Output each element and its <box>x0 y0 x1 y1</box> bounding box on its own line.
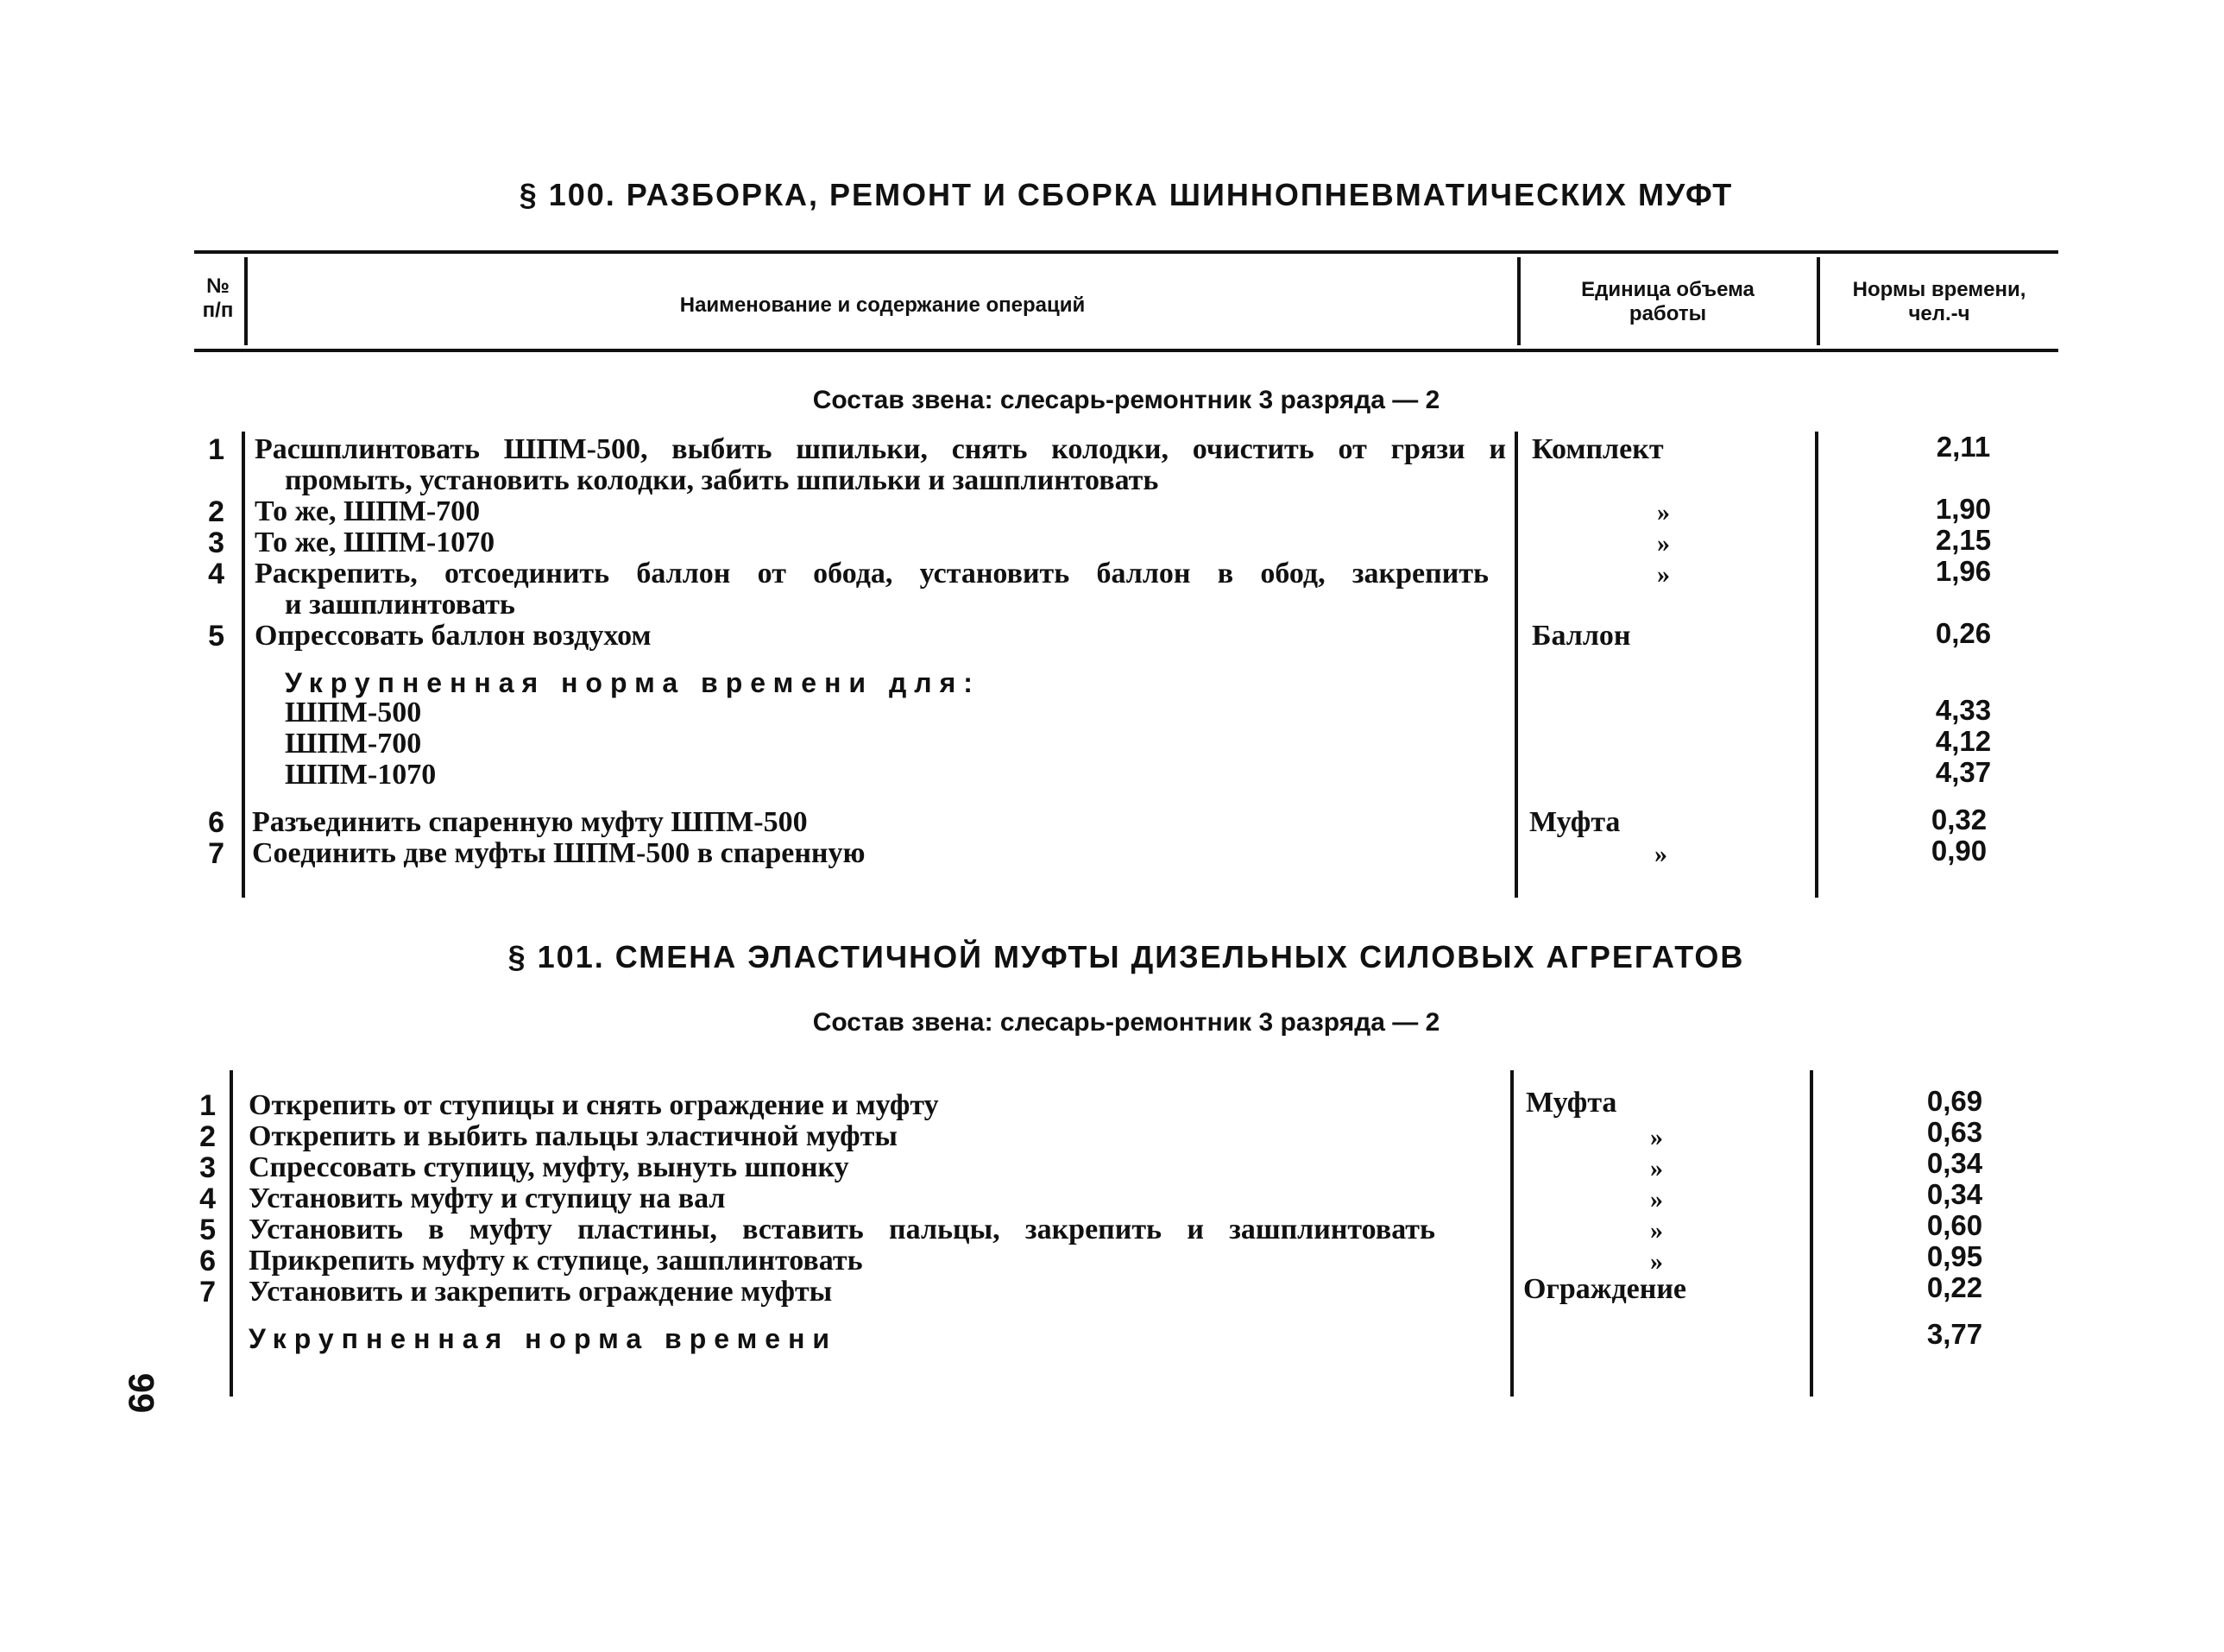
aggregate-label: Укрупненная норма времени для: <box>285 667 980 698</box>
body-divider-1 <box>230 1070 233 1397</box>
ditto-mark: » <box>1657 498 1670 526</box>
ditto-mark: » <box>1650 1247 1663 1276</box>
row-number: 1 <box>208 433 224 466</box>
operation-text: Разъединить спаренную муфту ШПМ-500 <box>252 806 808 838</box>
header-num-line1: № <box>206 274 230 298</box>
operation-text: Раскрепить, отсоединить баллон от обода, установить баллон в обод, закрепить <box>255 558 1489 590</box>
header-norm-line1: Нормы времени, <box>1852 278 2026 301</box>
ditto-mark: » <box>1650 1154 1663 1182</box>
page-number: 99 <box>121 1372 162 1414</box>
header-norm-col <box>1823 278 2056 326</box>
norm-value: 1,90 <box>1935 493 1992 525</box>
operation-text: То же, ШПМ-1070 <box>255 526 495 558</box>
norm-value: 0,32 <box>1931 804 1988 835</box>
row-number: 6 <box>199 1245 216 1277</box>
norm-value: 2,15 <box>1935 524 1992 556</box>
table-top-rule <box>194 250 2058 254</box>
norm-value: 0,63 <box>1926 1116 1983 1148</box>
norm-value: 0,69 <box>1926 1085 1983 1117</box>
header-unit-line2: работы <box>1629 302 1707 325</box>
norm-value: 0,60 <box>1926 1209 1983 1241</box>
row-number: 5 <box>208 620 224 653</box>
operation-text: Открепить и выбить пальцы эластичной муфты <box>249 1120 898 1152</box>
norm-value: 0,34 <box>1926 1178 1983 1210</box>
aggregate-item-name: ШПМ-1070 <box>285 759 437 791</box>
header-name-col: Наименование и содержание операций <box>679 293 1086 317</box>
row-number: 5 <box>199 1214 216 1246</box>
ditto-mark: » <box>1650 1216 1663 1245</box>
aggregate-item-name: ШПМ-500 <box>285 697 422 728</box>
body-divider-3 <box>1810 1070 1813 1397</box>
row-number: 1 <box>199 1089 216 1122</box>
operation-text: Установить муфту и ступицу на вал <box>249 1182 726 1214</box>
aggregate-item-norm: 4,37 <box>1935 756 1992 788</box>
operation-text: Открепить от ступицы и снять ограждение и муфту <box>249 1089 939 1121</box>
norm-value: 1,96 <box>1935 555 1992 587</box>
norm-value: 0,90 <box>1931 835 1988 867</box>
body-divider-3 <box>1815 432 1818 898</box>
header-unit-col <box>1523 278 1812 326</box>
section-101-title: § 101. СМЕНА ЭЛАСТИЧНОЙ МУФТЫ ДИЗЕЛЬНЫХ СИЛОВЫХ АГРЕГАТОВ <box>507 939 1745 974</box>
section-100-title: § 100. РАЗБОРКА, РЕМОНТ И СБОРКА ШИННОПНЕВМАТИЧЕСКИХ МУФТ <box>519 177 1734 212</box>
aggregate-item-norm: 4,12 <box>1935 725 1992 757</box>
row-number: 2 <box>208 495 224 528</box>
operation-text: Установить в муфту пластины, вставить пальцы, закрепить и зашплинтовать <box>249 1214 1435 1245</box>
header-norm-line2: чел.-ч <box>1908 302 1970 325</box>
row-number: 7 <box>199 1276 216 1308</box>
section-100-crew: Состав звена: слесарь-ремонтник 3 разряда — 2 <box>812 386 1440 414</box>
row-number: 2 <box>199 1120 216 1153</box>
norm-value: 0,95 <box>1926 1240 1983 1272</box>
operation-text: Установить и закрепить ограждение муфты <box>249 1276 833 1308</box>
header-num-col <box>194 274 242 323</box>
operation-text: То же, ШПМ-700 <box>255 495 481 527</box>
operation-text: Расшплинтовать ШПМ-500, выбить шпильки, снять колодки, очистить от грязи и <box>255 433 1506 465</box>
unit-value: Комплект <box>1532 433 1664 465</box>
operation-text-cont: и зашплинтовать <box>285 589 515 621</box>
operation-text-cont: промыть, установить колодки, забить шпильки и зашплинтовать <box>285 464 1159 496</box>
row-number: 3 <box>199 1151 216 1184</box>
ditto-mark: » <box>1650 1123 1663 1151</box>
operation-text: Соединить две муфты ШПМ-500 в спаренную <box>252 837 866 869</box>
unit-value: Ограждение <box>1523 1273 1687 1305</box>
unit-value: Муфта <box>1526 1087 1617 1119</box>
ditto-mark: » <box>1654 840 1667 868</box>
row-number: 7 <box>208 837 224 870</box>
ditto-mark: » <box>1657 560 1670 589</box>
operation-text: Прикрепить муфту к ступице, зашплинтовать <box>249 1245 863 1277</box>
header-num-line2: п/п <box>202 299 234 322</box>
row-number: 4 <box>208 558 224 590</box>
norm-value: 0,34 <box>1926 1147 1983 1179</box>
norm-value: 2,11 <box>1936 431 1991 463</box>
operation-text: Спрессовать ступицу, муфту, вынуть шпонку <box>249 1151 849 1183</box>
row-number: 3 <box>208 526 224 559</box>
aggregate-label: Укрупненная норма времени <box>249 1323 838 1354</box>
operation-text: Опрессовать баллон воздухом <box>255 620 652 652</box>
header-unit-line1: Единица объема <box>1581 278 1755 301</box>
row-number: 6 <box>208 806 224 839</box>
unit-value: Муфта <box>1529 806 1621 838</box>
row-number: 4 <box>199 1182 216 1215</box>
header-divider-1 <box>244 257 248 345</box>
body-divider-1 <box>242 432 245 898</box>
section-101-crew: Состав звена: слесарь-ремонтник 3 разряда — 2 <box>812 1008 1440 1037</box>
header-divider-3 <box>1817 257 1820 345</box>
table-header-bottom-rule <box>194 349 2058 352</box>
norm-value: 0,26 <box>1935 617 1992 649</box>
header-divider-2 <box>1517 257 1521 345</box>
aggregate-norm: 3,77 <box>1926 1318 1983 1350</box>
body-divider-2 <box>1515 432 1518 898</box>
unit-value: Баллон <box>1532 620 1631 652</box>
body-divider-2 <box>1510 1070 1514 1397</box>
norm-value: 0,22 <box>1926 1271 1983 1303</box>
ditto-mark: » <box>1650 1185 1663 1214</box>
ditto-mark: » <box>1657 529 1670 558</box>
aggregate-item-name: ШПМ-700 <box>285 728 422 760</box>
aggregate-item-norm: 4,33 <box>1935 694 1992 726</box>
